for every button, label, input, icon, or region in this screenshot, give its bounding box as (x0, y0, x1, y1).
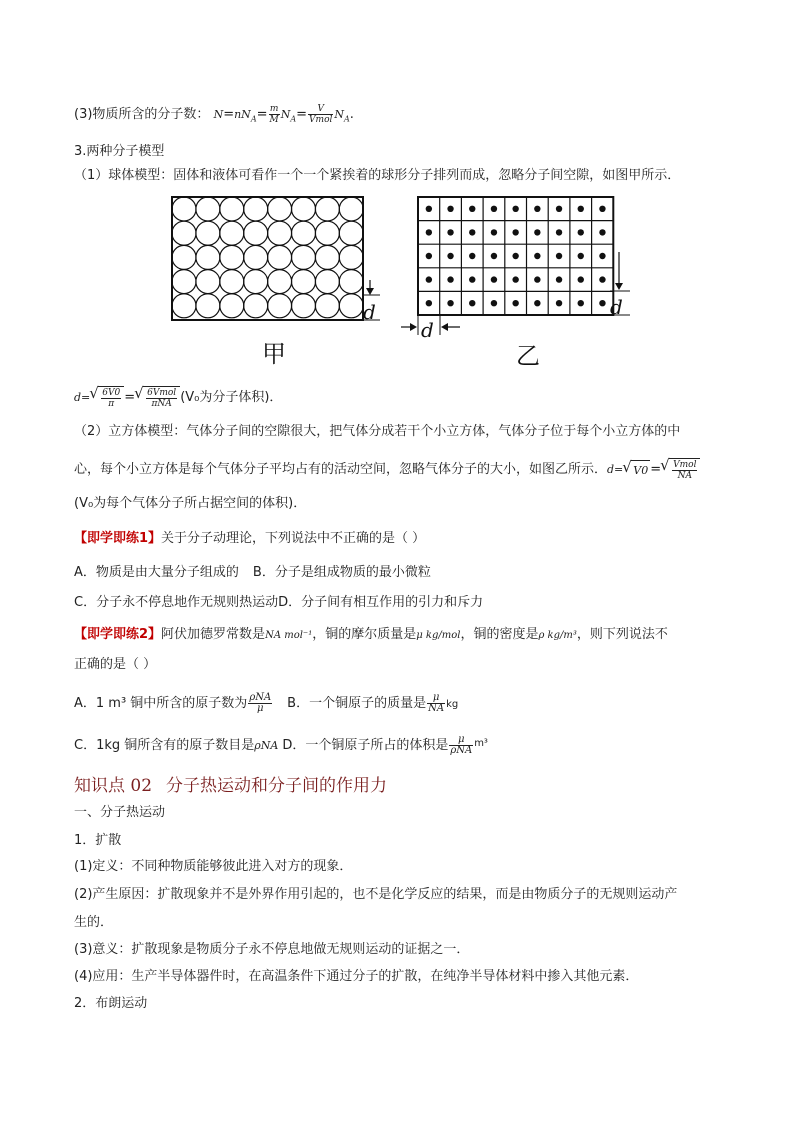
figure-label-yi: 乙 (516, 342, 540, 370)
gas-molecule-dot (426, 276, 432, 282)
gas-molecule-dot (512, 276, 518, 282)
sphere-molecule (196, 245, 220, 269)
gas-molecule-dot (534, 276, 540, 282)
sphere-molecule (172, 245, 196, 269)
sphere-molecule (172, 270, 196, 294)
gas-molecule-dot (469, 300, 475, 306)
gas-molecule-dot (556, 229, 562, 235)
fraction-m-over-M: $\frac{m}{M}$ (269, 104, 279, 125)
section-item: 生的． (74, 915, 114, 930)
exercise-1-options-cd (74, 594, 483, 612)
gas-molecule-dot (534, 300, 540, 306)
option-b: B．分子是组成物质的最小微粒 (252, 565, 431, 580)
sphere-molecule (172, 294, 196, 318)
gas-molecule-dot (447, 206, 453, 212)
sphere-molecule (292, 221, 316, 245)
gas-molecule-dot (599, 206, 605, 212)
sphere-molecule (292, 294, 316, 318)
sphere-molecule (268, 197, 292, 221)
sphere-molecule (315, 221, 339, 245)
section-item: (3)意义：扩散现象是物质分子永不停息地做无规则运动的证据之一． (74, 942, 470, 957)
gas-molecule-dot (426, 300, 432, 306)
sphere-molecule (339, 221, 363, 245)
gas-molecule-dot (469, 276, 475, 282)
option-c: C．分子永不停息地作无规则热运动 (74, 595, 279, 610)
section-item: 一、分子热运动 (74, 805, 166, 820)
gas-molecule-dot (491, 276, 497, 282)
gas-molecule-dot (556, 253, 562, 259)
gas-molecule-dot (491, 206, 497, 212)
cube-model-line3: (V₀为每个气体分子所占据空间的体积)． (74, 496, 307, 511)
gas-molecule-dot (426, 206, 432, 212)
sphere-molecule (196, 270, 220, 294)
sphere-molecule (172, 197, 196, 221)
gas-molecule-dot (512, 300, 518, 306)
sphere-molecule (220, 197, 244, 221)
gas-molecule-dot (512, 206, 518, 212)
exercise-1-tag: 【即学即练1】 (74, 531, 162, 546)
gas-molecule-dot (556, 300, 562, 306)
gas-molecule-dot (491, 253, 497, 259)
cube-model-line2: 心，每个小立方体是每个气体分子平均占有的活动空间，忽略气体分子的大小，如图乙所示．d=√ V0 = √ $\frac{\text{Vmol}}{NA}$ (74, 458, 700, 481)
sphere-molecule (196, 294, 220, 318)
sphere-molecule (292, 197, 316, 221)
gas-molecule-dot (578, 300, 584, 306)
sphere-molecule (315, 245, 339, 269)
sphere-molecule (220, 270, 244, 294)
section-item: (1)定义：不同种物质能够彼此进入对方的现象． (74, 859, 353, 874)
section-item: 1．扩散 (74, 833, 122, 848)
sphere-molecule (268, 270, 292, 294)
gas-molecule-dot (447, 276, 453, 282)
section-item: (2)产生原因：扩散现象并不是外界作用引起的，也不是化学反应的结果，而是由物质分子的无规则运动产 (74, 887, 678, 902)
fraction-V-over-Vmol: $\frac{V}{\text{Vmol}}$ (309, 104, 333, 125)
sphere-molecule (268, 245, 292, 269)
gas-molecule-dot (578, 253, 584, 259)
gas-molecule-dot (578, 206, 584, 212)
sphere-molecule (220, 245, 244, 269)
gas-molecule-dot (556, 206, 562, 212)
gas-molecule-dot (534, 253, 540, 259)
option-a: A．1 m³ 铜中所含的原子数为 (74, 696, 248, 711)
formula-molecule-count: (3)物质所含的分子数： $N=nN_A=$ $\frac{m}{M}$ $N_A=$ $\frac{V}{\text{Vmol}}$ $N_A$. (74, 104, 354, 125)
sphere-molecule (220, 294, 244, 318)
sphere-molecule (292, 245, 316, 269)
gas-molecule-dot (599, 276, 605, 282)
sphere-model-text: （1）球体模型：固体和液体可看作一个一个紧挨着的球形分子排列而成，忽略分子间空隙，如图甲所示． (74, 168, 681, 183)
gas-molecule-dot (447, 300, 453, 306)
gas-molecule-dot (534, 206, 540, 212)
option-c: C．1kg 铜所含有的原子数目是 (74, 738, 255, 753)
formula-d-sphere: d= √ $\frac{6V0}{\pi}$ = √ $\frac{\text{6Vmol}}{\text{πNA}}$ (V₀为分子体积)． (74, 386, 282, 409)
gas-molecule-dot (469, 229, 475, 235)
exercise-2-question: 【即学即练2】阿伏加德罗常数是NA mol⁻¹，铜的摩尔质量是μ kg/mol，铜的密度是ρ kg/m³，则下列说法不 (74, 627, 668, 642)
sphere-molecule (339, 294, 363, 318)
gas-molecule-dot (469, 253, 475, 259)
sphere-molecule (244, 294, 268, 318)
option-d: D．分子间有相互作用的引力和斥力 (278, 595, 484, 610)
knowledge-point-heading: 知识点 02 分子热运动和分子间的作用力 (74, 776, 388, 796)
option-a: A．物质是由大量分子组成的 (74, 565, 239, 580)
sphere-molecule (244, 270, 268, 294)
gas-molecule-dot (426, 229, 432, 235)
gas-molecule-dot (512, 253, 518, 259)
gas-molecule-dot (578, 276, 584, 282)
exercise-2-tag: 【即学即练2】 (74, 627, 162, 642)
gas-molecule-dot (599, 253, 605, 259)
section-title: 3.两种分子模型 (74, 144, 165, 159)
option-b: B．一个铜原子的质量是 (287, 696, 427, 711)
exercise-2-options-ab: A．1 m³ 铜中所含的原子数为 $\frac{\text{ρNA}}{\mu}$ B．一个铜原子的质量是 $\frac{\mu}{NA}$ kg (74, 692, 459, 714)
sphere-molecule (196, 197, 220, 221)
sphere-molecule (268, 221, 292, 245)
figure-label-jia: 甲 (262, 340, 286, 368)
exercise-1-question: 【即学即练1】关于分子动理论，下列说法中不正确的是（ ） (74, 531, 426, 546)
gas-molecule-dot (447, 229, 453, 235)
sphere-molecule (172, 221, 196, 245)
d-label-yi-horizontal: d (421, 318, 434, 342)
section-item: 2．布朗运动 (74, 996, 148, 1011)
gas-molecule-dot (447, 253, 453, 259)
figure-cube-model (398, 195, 638, 345)
sphere-molecule (339, 270, 363, 294)
sphere-molecule (244, 245, 268, 269)
gas-molecule-dot (426, 253, 432, 259)
option-d: D．一个铜原子所占的体积是 (282, 738, 449, 753)
cube-model-line1: （2）立方体模型：气体分子间的空隙很大，把气体分成若干个小立方体，气体分子位于每个小立方体的中 (74, 424, 681, 439)
formula-label: (3)物质所含的分子数： (74, 107, 210, 122)
gas-molecule-dot (534, 229, 540, 235)
d-label-jia: d (363, 300, 376, 324)
gas-molecule-dot (469, 206, 475, 212)
gas-molecule-dot (556, 276, 562, 282)
sphere-molecule (220, 221, 244, 245)
gas-molecule-dot (491, 229, 497, 235)
sphere-molecule (196, 221, 220, 245)
d-label-yi-vertical: d (610, 295, 623, 319)
sphere-molecule (244, 197, 268, 221)
sphere-molecule (244, 221, 268, 245)
sphere-molecule (268, 294, 292, 318)
gas-molecule-dot (578, 229, 584, 235)
sphere-molecule (292, 270, 316, 294)
sphere-molecule (339, 245, 363, 269)
exercise-2-options-cd: C．1kg 铜所含有的原子数目是ρNA D．一个铜原子所占的体积是 $\frac{\mu}{\text{ρNA}}$ $^{m^3}$ (74, 734, 488, 756)
gas-molecule-dot (512, 229, 518, 235)
exercise-2-question-line2: 正确的是（ ） (74, 657, 157, 672)
gas-molecule-dot (599, 229, 605, 235)
gas-molecule-dot (491, 300, 497, 306)
exercise-1-options-ab (74, 564, 431, 582)
sphere-molecule (315, 270, 339, 294)
section-item: (4)应用：生产半导体器件时，在高温条件下通过分子的扩散，在纯净半导体材料中掺入其他元素． (74, 969, 639, 984)
gas-molecule-dot (599, 300, 605, 306)
sphere-molecule (315, 294, 339, 318)
sphere-molecule (339, 197, 363, 221)
sphere-molecule (315, 197, 339, 221)
